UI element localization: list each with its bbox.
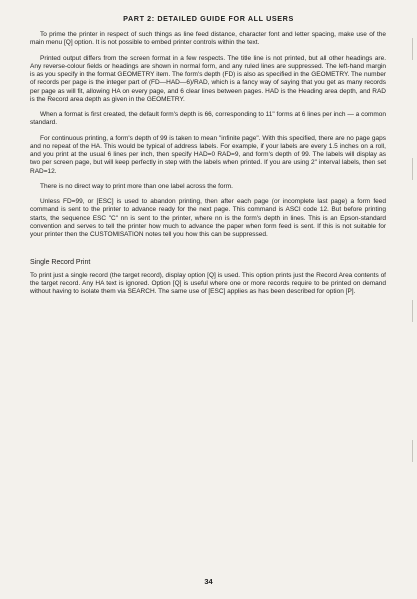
paragraph-printer-priming: To prime the printer in respect of such things as line feed distance, character font and letter spacing, make use of the main menu [Q] option. It is not possible to embed printer controls within the text. [30,31,386,47]
paragraph-labels-across: There is no direct way to print more than one label across the form. [40,182,233,190]
paragraph-continuous-printing: For continuous printing, a form's depth of 99 is taken to mean "infinite page". With this specified, there are no page gaps and no repeat of the HA. This would be typical of address labels. For example, if your labels are every 1.5 inches on a roll, and you print at the usual 6 lines per inch, then specify HAD=0 RAD=9, and form's depth of 99. The labels will display as two per screen page, but will keep perfectly in step with the labels when printed. If you are using 2" interval labels, then set RAD=12. [30,134,386,175]
binding-edge-mark [412,38,413,60]
paragraph-output-format: Printed output differs from the screen format in a few respects. The title line is not printed, but all other headings are. Any reverse-colour fields or headings are shown in normal form, and any ruled lines are suppressed. The left-hand margin is as you specify in the format GEOMETRY item. The form's depth (FD) is also as specified in the GEOMETRY. The number of records per page is the integer part of (FD—HAD—6)/RAD, which is a fancy way of saying that you get as many records per page as will fit, allowing HA on every page, and 6 clear lines between pages. HAD is the Heading area depth, and RAD is the Record area depth as given in the GEOMETRY. [30,54,386,103]
running-header: PART 2: DETAILED GUIDE FOR ALL USERS [123,14,294,23]
binding-edge-mark [412,300,413,322]
section-body: To print just a single record (the target record), display option [Q] is used. This option prints just the Record Area contents of the target record. Any HA text is ignored. Option [Q] is useful where one or more records require to be printed on demand without having to isolate them via SEARCH. The same use of [ESC] applies as has been described for option [P]. [30,271,386,295]
paragraph-form-feed: Unless FD=99, or [ESC] is used to abandon printing, then after each page (or incomplete last page) a form feed command is sent to the printer to advance ready for the next page. This command is ASCI code 12. But before printing starts, the sequence ESC "C" nn is sent to the printer, where nn is the form's depth in lines. This is an Epson-standard convention and serves to tell the printer how much to advance the paper when form feed is sent. If this is not suitable for your printer then the CUSTOMISATION notes tell you how this can be suppressed. [30,198,386,238]
binding-edge-mark [412,440,413,462]
binding-edge-mark [412,158,413,180]
page-number: 34 [204,577,213,586]
page-content [30,31,386,303]
paragraph-default-depth: When a format is first created, the default form's depth is 66, corresponding to 11" forms at 6 lines per inch — a common standard. [30,111,386,127]
section-heading: Single Record Print [30,259,91,267]
